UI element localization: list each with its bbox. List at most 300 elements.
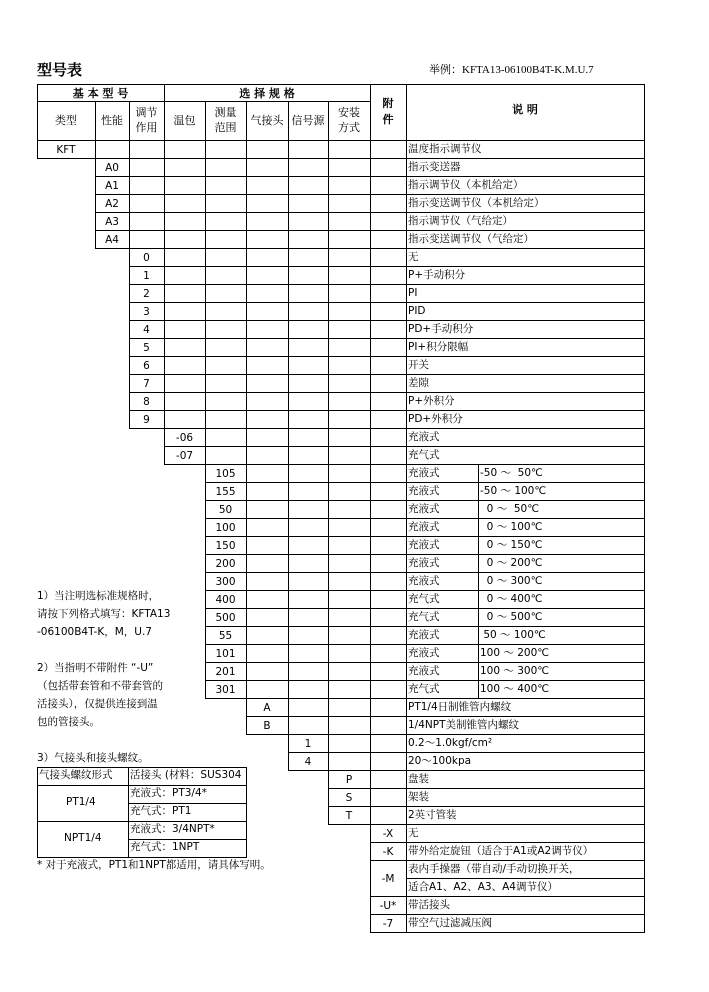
grid-vline [644, 428, 645, 446]
grid-vline [288, 248, 289, 266]
grid-vline [644, 212, 645, 230]
thread-pt14-gas: 充气式：PT1 [130, 805, 192, 817]
code-range-21: 100 [215, 521, 236, 534]
range-description-25: 0 ～ 400℃ [480, 593, 543, 605]
grid-vline [406, 266, 407, 284]
description-20: 充液式 [408, 503, 440, 515]
note-1-line-2: 请按下列格式填写：KFTA13 [37, 608, 171, 620]
grid-hline [128, 839, 247, 840]
grid-vline [370, 698, 371, 716]
grid-vline [205, 230, 206, 248]
grid-vline [288, 500, 289, 518]
grid-vline [205, 320, 206, 338]
grid-vline [644, 644, 645, 662]
grid-vline [246, 428, 247, 446]
grid-vline [288, 230, 289, 248]
col-range-header-1: 测量 [214, 106, 237, 119]
description-16: 充液式 [408, 431, 440, 443]
grid-vline [406, 914, 407, 932]
grid-vline [328, 302, 329, 320]
description-22: 充液式 [408, 539, 440, 551]
grid-vline [128, 767, 129, 857]
grid-vline [406, 428, 407, 446]
grid-vline [406, 338, 407, 356]
grid-vline [406, 554, 407, 572]
grid-vline [246, 392, 247, 410]
grid-vline [288, 626, 289, 644]
grid-vline [644, 302, 645, 320]
grid-vline [406, 698, 407, 716]
grid-hline [205, 608, 645, 609]
code-range-18: 105 [215, 467, 236, 480]
grid-vline [370, 608, 371, 626]
range-description-26: 0 ～ 500℃ [480, 611, 543, 623]
description-32: 1/4NPT美制锥管内螺纹 [408, 719, 519, 731]
grid-vline [644, 608, 645, 626]
grid-vline [370, 500, 371, 518]
grid-vline [406, 662, 407, 680]
code-gas-32: B [263, 719, 271, 732]
grid-hline [37, 767, 247, 768]
grid-hline [129, 356, 645, 357]
grid-vline [406, 194, 407, 212]
grid-vline [478, 500, 479, 518]
grid-vline [644, 374, 645, 392]
code-range-30: 301 [215, 683, 236, 696]
description-29: 充液式 [408, 665, 440, 677]
code-reg-12: 6 [143, 359, 150, 372]
grid-hline [328, 806, 645, 807]
description-4: 指示调节仪（气给定） [408, 215, 513, 227]
grid-hline [129, 320, 645, 321]
code-acc-42: -7 [382, 917, 394, 930]
col-mount-header-1: 安装 [338, 106, 360, 119]
grid-vline [164, 284, 165, 302]
grid-vline [328, 464, 329, 482]
grid-vline [478, 608, 479, 626]
grid-vline [328, 716, 329, 734]
grid-vline [205, 176, 206, 194]
grid-vline [328, 518, 329, 536]
description-42: 带空气过滤减压阀 [408, 917, 492, 929]
grid-vline [328, 230, 329, 248]
grid-vline [288, 572, 289, 590]
grid-vline [246, 680, 247, 698]
grid-hline [205, 572, 645, 573]
grid-vline [129, 158, 130, 176]
grid-vline [370, 680, 371, 698]
grid-vline [246, 356, 247, 374]
grid-vline [288, 464, 289, 482]
grid-hline [205, 500, 645, 501]
grid-vline [644, 536, 645, 554]
grid-vline [246, 284, 247, 302]
grid-vline [205, 266, 206, 284]
code-mount-37: T [345, 809, 353, 822]
code-sig-34: 4 [304, 755, 312, 768]
grid-vline [246, 572, 247, 590]
grid-vline [95, 140, 96, 158]
grid-vline [288, 212, 289, 230]
grid-vline [288, 320, 289, 338]
description-27: 充液式 [408, 629, 440, 641]
grid-vline [328, 158, 329, 176]
code-mount-35: P [345, 773, 353, 786]
header-basic-model: 基 本 型 号 [72, 87, 129, 100]
grid-vline [644, 842, 645, 860]
description-23: 充液式 [408, 557, 440, 569]
grid-vline [328, 572, 329, 590]
description-10: PD+手动积分 [408, 323, 474, 335]
grid-vline [246, 554, 247, 572]
col-performance-header: 性能 [101, 114, 123, 127]
grid-vline [406, 500, 407, 518]
grid-vline [370, 716, 371, 734]
note-2-line-3: 活接头），仅提供连接到温 [37, 698, 158, 710]
description-17: 充气式 [408, 449, 440, 461]
grid-vline [406, 752, 407, 770]
grid-vline [406, 446, 407, 464]
grid-vline [205, 158, 206, 176]
grid-vline [288, 608, 289, 626]
grid-hline [246, 734, 645, 735]
footnote: * 对于充液式，PT1和1NPT都适用，请具体写明。 [37, 859, 271, 871]
grid-hline [129, 338, 645, 339]
grid-vline [164, 212, 165, 230]
grid-vline [288, 680, 289, 698]
col-regulation-header-2: 作用 [135, 121, 158, 134]
grid-vline [328, 752, 329, 770]
grid-vline [406, 176, 407, 194]
description-6: 无 [408, 251, 419, 263]
grid-vline [288, 554, 289, 572]
grid-vline [328, 356, 329, 374]
description-19: 充液式 [408, 485, 440, 497]
grid-hline [164, 101, 371, 102]
grid-vline [328, 446, 329, 464]
grid-vline [644, 788, 645, 806]
grid-vline [644, 806, 645, 824]
code-range-22: 150 [215, 539, 236, 552]
grid-vline [370, 626, 371, 644]
grid-vline [370, 518, 371, 536]
grid-vline [370, 212, 371, 230]
grid-vline [164, 230, 165, 248]
grid-hline [288, 770, 645, 771]
thread-header-type: 气接头螺纹形式 [39, 769, 113, 781]
grid-vline [644, 482, 645, 500]
description-5: 指示变送调节仪（气给定） [408, 233, 534, 245]
description-15: PD+外积分 [408, 413, 463, 425]
grid-vline [164, 140, 165, 158]
grid-vline [370, 446, 371, 464]
grid-vline [478, 644, 479, 662]
grid-vline [328, 680, 329, 698]
grid-hline [128, 803, 247, 804]
grid-vline [478, 482, 479, 500]
grid-hline [37, 84, 645, 85]
grid-vline [246, 446, 247, 464]
grid-vline [288, 644, 289, 662]
grid-hline [370, 896, 645, 897]
grid-vline [246, 158, 247, 176]
grid-vline [205, 446, 206, 464]
grid-vline [644, 500, 645, 518]
description-7: P+手动积分 [408, 269, 466, 281]
col-bulb-header: 温包 [173, 114, 196, 127]
grid-vline [328, 194, 329, 212]
grid-vline [246, 608, 247, 626]
grid-hline [288, 752, 645, 753]
col-range-header-2: 范围 [214, 121, 237, 134]
grid-vline [478, 518, 479, 536]
description-36: 架装 [408, 791, 429, 803]
grid-vline [370, 158, 371, 176]
range-description-22: 0 ～ 150℃ [480, 539, 543, 551]
grid-vline [406, 806, 407, 824]
grid-vline [644, 284, 645, 302]
grid-hline [328, 824, 645, 825]
grid-hline [129, 428, 645, 429]
code-reg-15: 9 [143, 413, 150, 426]
code-reg-13: 7 [143, 377, 150, 390]
grid-vline [406, 140, 407, 158]
grid-vline [288, 266, 289, 284]
grid-vline [328, 482, 329, 500]
grid-vline [478, 590, 479, 608]
grid-vline [406, 896, 407, 914]
grid-vline [328, 248, 329, 266]
range-description-23: 0 ～ 200℃ [480, 557, 543, 569]
grid-hline [370, 842, 645, 843]
code-range-19: 155 [215, 485, 236, 498]
grid-vline [370, 356, 371, 374]
grid-hline [205, 626, 645, 627]
grid-vline [328, 734, 329, 752]
code-acc-39: -K [382, 845, 394, 858]
page-title: 型号表 [37, 61, 83, 79]
grid-vline [328, 626, 329, 644]
range-description-18: -50 ～ 50℃ [480, 467, 543, 479]
grid-vline [328, 392, 329, 410]
grid-vline [288, 158, 289, 176]
grid-hline [205, 644, 645, 645]
grid-vline [246, 410, 247, 428]
grid-vline [288, 698, 289, 716]
grid-hline [370, 932, 645, 933]
grid-vline [328, 176, 329, 194]
code-bulb-17: -07 [175, 449, 194, 462]
code-sig-33: 1 [304, 737, 312, 750]
grid-vline [370, 140, 371, 158]
grid-vline [370, 266, 371, 284]
grid-vline [288, 428, 289, 446]
grid-vline [246, 194, 247, 212]
col-gas-connector-header: 气接头 [250, 114, 284, 127]
grid-vline [328, 662, 329, 680]
grid-vline [288, 140, 289, 158]
grid-vline [370, 284, 371, 302]
grid-hline [205, 554, 645, 555]
range-description-19: -50 ～ 100℃ [480, 485, 547, 497]
grid-hline [205, 662, 645, 663]
grid-vline [644, 392, 645, 410]
grid-hline [328, 788, 645, 789]
grid-vline [406, 410, 407, 428]
grid-vline [644, 464, 645, 482]
code-reg-9: 3 [143, 305, 150, 318]
grid-vline [644, 626, 645, 644]
thread-pt14-liquid: 充液式：PT3/4* [130, 787, 207, 799]
grid-vline [328, 428, 329, 446]
grid-vline [370, 374, 371, 392]
code-range-26: 500 [215, 611, 236, 624]
grid-vline [406, 356, 407, 374]
grid-vline [328, 536, 329, 554]
grid-vline [370, 536, 371, 554]
range-description-21: 0 ～ 100℃ [480, 521, 543, 533]
grid-hline [205, 482, 645, 483]
code-acc-38: -X [382, 827, 394, 840]
grid-vline [246, 662, 247, 680]
grid-vline [129, 194, 130, 212]
range-description-29: 100 ～ 300℃ [480, 665, 550, 677]
grid-vline [288, 716, 289, 734]
code-range-28: 101 [215, 647, 236, 660]
grid-vline [370, 176, 371, 194]
description-40: 表内手操器（带自动/手动切换开关， [408, 863, 580, 875]
grid-vline [478, 572, 479, 590]
description-25: 充气式 [408, 593, 440, 605]
thread-npt14-label: NPT1/4 [64, 832, 102, 844]
code-reg-14: 8 [143, 395, 150, 408]
grid-vline [328, 410, 329, 428]
grid-vline [406, 536, 407, 554]
description-26: 充气式 [408, 611, 440, 623]
range-description-20: 0 ～ 50℃ [480, 503, 540, 515]
grid-vline [370, 662, 371, 680]
grid-vline [246, 518, 247, 536]
grid-vline [644, 248, 645, 266]
code-reg-6: 0 [143, 251, 150, 264]
grid-vline [406, 482, 407, 500]
code-mount-36: S [345, 791, 353, 804]
grid-vline [370, 230, 371, 248]
grid-vline [246, 140, 247, 158]
description-24: 充液式 [408, 575, 440, 587]
grid-vline [406, 608, 407, 626]
grid-vline [644, 716, 645, 734]
grid-vline [205, 284, 206, 302]
note-2-line-1: 2）当指明不带附件 “-U” [37, 662, 154, 674]
grid-hline [406, 878, 645, 879]
grid-vline [164, 158, 165, 176]
grid-vline [370, 410, 371, 428]
description-30: 充气式 [408, 683, 440, 695]
grid-hline [129, 374, 645, 375]
code-reg-8: 2 [143, 287, 150, 300]
grid-vline [644, 662, 645, 680]
grid-vline [288, 482, 289, 500]
grid-vline [246, 626, 247, 644]
col-mount-header-2: 方式 [338, 121, 360, 134]
thread-npt14-liquid: 充液式：3/4NPT* [130, 823, 215, 835]
example-code: 举例：KFTA13-06100B4T-K.M.U.7 [429, 64, 594, 76]
grid-vline [370, 734, 371, 752]
grid-vline [246, 374, 247, 392]
note-3: 3）气接头和接头螺纹。 [37, 752, 149, 764]
code-acc-41: -U* [379, 899, 397, 912]
grid-hline [37, 857, 247, 858]
grid-vline [205, 338, 206, 356]
grid-vline [370, 84, 371, 140]
grid-hline [205, 680, 645, 681]
grid-hline [246, 716, 645, 717]
description-2: 指示调节仪（本机给定） [408, 179, 524, 191]
grid-vline [288, 410, 289, 428]
grid-vline [406, 320, 407, 338]
grid-vline [644, 770, 645, 788]
grid-vline [644, 914, 645, 932]
grid-vline [644, 194, 645, 212]
code-perf-2: A1 [105, 179, 119, 192]
grid-vline [478, 662, 479, 680]
grid-vline [164, 338, 165, 356]
grid-vline [328, 284, 329, 302]
code-reg-11: 5 [143, 341, 150, 354]
grid-vline [288, 590, 289, 608]
grid-vline [644, 554, 645, 572]
grid-vline [370, 644, 371, 662]
grid-vline [370, 590, 371, 608]
grid-vline [644, 446, 645, 464]
grid-vline [406, 716, 407, 734]
description-28: 充液式 [408, 647, 440, 659]
description-18: 充液式 [408, 467, 440, 479]
code-reg-7: 1 [143, 269, 150, 282]
grid-vline [644, 356, 645, 374]
range-description-27: 50 ～ 100℃ [480, 629, 546, 641]
grid-vline [164, 266, 165, 284]
grid-vline [406, 734, 407, 752]
grid-vline [328, 212, 329, 230]
description-1: 指示变送器 [408, 161, 461, 173]
grid-vline [205, 410, 206, 428]
grid-vline [370, 392, 371, 410]
grid-vline [370, 302, 371, 320]
grid-vline [644, 84, 645, 140]
grid-vline [288, 338, 289, 356]
grid-vline [644, 752, 645, 770]
grid-vline [246, 266, 247, 284]
grid-vline [370, 806, 371, 824]
description-38: 无 [408, 827, 419, 839]
grid-vline [328, 500, 329, 518]
grid-vline [164, 320, 165, 338]
grid-vline [288, 176, 289, 194]
grid-vline [370, 248, 371, 266]
grid-vline [370, 194, 371, 212]
description-0: 温度指示调节仪 [408, 143, 482, 155]
grid-vline [246, 320, 247, 338]
grid-vline [205, 302, 206, 320]
grid-vline [478, 554, 479, 572]
description-21: 充液式 [408, 521, 440, 533]
grid-vline [288, 284, 289, 302]
grid-vline [644, 158, 645, 176]
grid-vline [288, 356, 289, 374]
code-perf-5: A4 [105, 233, 119, 246]
